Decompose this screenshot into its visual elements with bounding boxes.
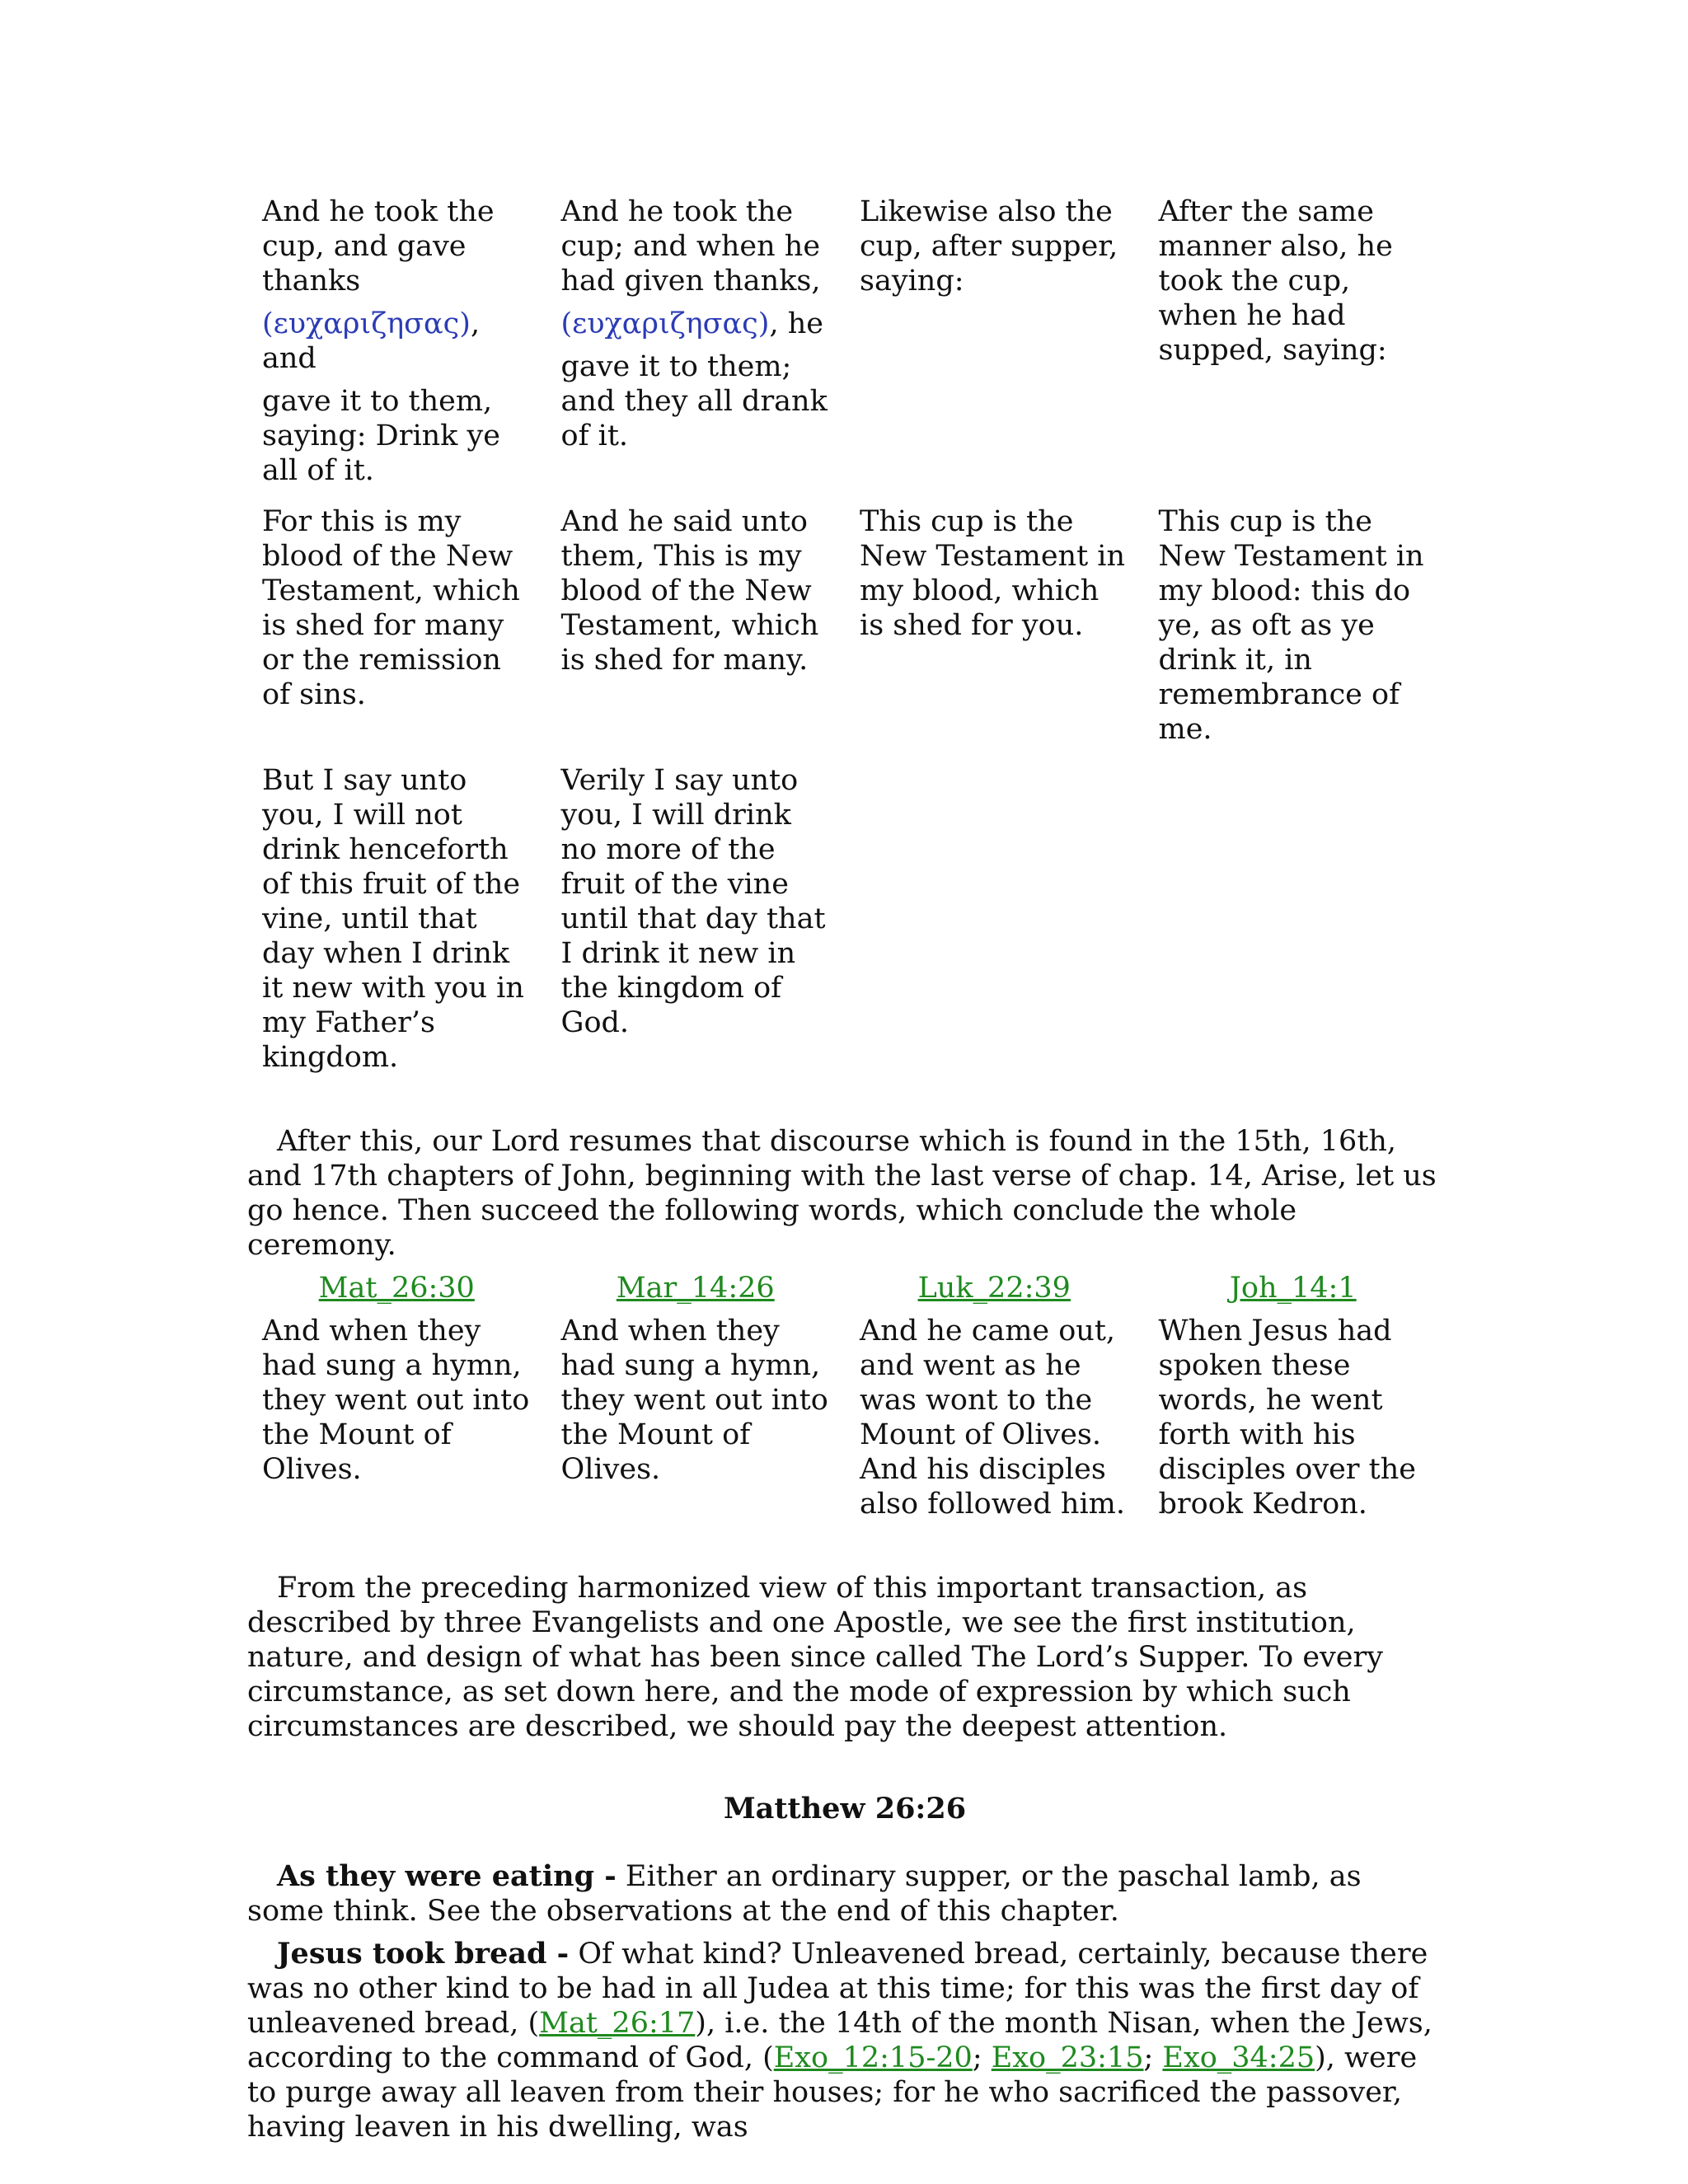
paragraph-jesus-took-bread <box>247 1937 1442 2144</box>
text: When Jesus had spoken these words, he went forth with his disciples over the brook Kedron. <box>1158 1315 1416 1521</box>
cell-matthew-vine <box>247 763 546 1083</box>
text: And he took the cup; and when he had given thanks, <box>560 195 821 298</box>
text: , he <box>769 307 823 340</box>
scripture-link[interactable]: Joh_14:1 <box>1229 1272 1357 1305</box>
cell-luke-hymn <box>845 1314 1144 1530</box>
cell-empty <box>1144 763 1443 1083</box>
scripture-link[interactable]: Mat_26:30 <box>318 1272 475 1305</box>
text: This cup is the New Testament in my blood: this do ye, as oft as ye drink it, in remembrance of me. <box>1158 505 1424 746</box>
text: , and <box>262 307 481 375</box>
text: ), were to purge away all leaven from their houses; for he who sacrificed the passover, having leaven in his dwelling, was <box>247 2041 1418 2144</box>
text: This cup is the New Testament in my blood, which is shed for you. <box>860 505 1126 642</box>
term: As they were eating - <box>277 1859 617 1893</box>
scripture-link[interactable]: Mar_14:26 <box>616 1272 775 1305</box>
text: ; <box>1143 2041 1163 2074</box>
scripture-link[interactable]: Exo_34:25 <box>1162 2041 1315 2074</box>
cell-john-hymn <box>1144 1314 1443 1530</box>
scripture-link[interactable]: Exo_23:15 <box>991 2041 1144 2074</box>
cell-matthew-cup <box>247 194 546 496</box>
cell-matthew-hymn <box>247 1314 546 1530</box>
cell-empty <box>845 763 1144 1083</box>
text: ; <box>972 2041 992 2074</box>
text: And he came out, and went as he was wont to the Mount of Olives. And his disciples also followed him. <box>860 1315 1125 1521</box>
cell-luke-blood <box>845 504 1144 755</box>
cell-corinthians-blood <box>1144 504 1443 755</box>
text: Either an ordinary supper, or the paschal lamb, as some think. See the observations at the end of this chapter. <box>247 1860 1362 1928</box>
text: And he took the cup, and gave thanks <box>262 195 495 298</box>
cell-corinthians-cup <box>1144 194 1443 496</box>
text: ), i.e. the 14th of the month Nisan, when the Jews, according to the command of God, ( <box>247 2007 1432 2074</box>
scripture-link[interactable]: Luk_22:39 <box>917 1272 1071 1305</box>
text: gave it to them, saying: Drink ye all of it. <box>262 385 501 487</box>
harmony-table-hymn <box>247 1271 1442 1538</box>
term: Jesus took bread - <box>277 1937 570 1971</box>
paragraph-harmonized-view: From the preceding harmonized view of this important transaction, as described by three Evangelists and one Apostle, we see the first institution, nature, and design of what has been since called The Lord’s Supper. To every circumstance, as set down here, and the mode of expression by which such circumstances are described, we should pay the deepest attention. <box>247 1572 1384 1743</box>
text: Of what kind? Unleavened bread, certainly, because there was no other kind to be had in all Judea at this time; for this was the first day of unleavened bread, ( <box>247 1938 1428 2040</box>
text: But I say unto you, I will not drink henceforth of this fruit of the vine, until that day when I drink it new with you in my Father’s kingdom. <box>262 764 524 1074</box>
cell-mark-vine <box>546 763 846 1083</box>
paragraph-as-they-were-eating <box>247 1859 1442 1929</box>
scripture-link[interactable]: Exo_12:15-20 <box>773 2041 973 2074</box>
cell-matthew-blood <box>247 504 546 755</box>
cell-mark-hymn <box>546 1314 846 1530</box>
paragraph-discourse: After this, our Lord resumes that discourse which is found in the 15th, 16th, and 17th chapters of John, beginning with the last verse of chap. 14, Arise, let us go hence. Then succeed the following words, which conclude the whole ceremony. <box>247 1125 1437 1262</box>
harmony-table-cup <box>247 194 1442 1091</box>
section-heading: Matthew 26:26 <box>723 1792 967 1825</box>
text: For this is my blood of the New Testament, which is shed for many or the remission of sins. <box>262 505 520 711</box>
text: And when they had sung a hymn, they went out into the Mount of Olives. <box>262 1315 530 1486</box>
document-page <box>247 194 1442 2153</box>
cell-mark-cup <box>546 194 846 496</box>
text: After the same manner also, he took the cup, when he had supped, saying: <box>1158 195 1393 367</box>
greek-word: (ευχαριζησας) <box>560 307 770 340</box>
scripture-link[interactable]: Mat_26:17 <box>539 2007 696 2040</box>
greek-word: (ευχαριζησας) <box>262 307 471 340</box>
cell-mark-blood <box>546 504 846 755</box>
text: Verily I say unto you, I will drink no more of the fruit of the vine until that day that I drink it new in the kingdom of God. <box>560 764 826 1039</box>
text: Likewise also the cup, after supper, saying: <box>860 195 1118 298</box>
cell-luke-cup <box>845 194 1144 496</box>
text: And when they had sung a hymn, they went out into the Mount of Olives. <box>560 1315 828 1486</box>
text: gave it to them; and they all drank of it. <box>560 350 828 452</box>
text: And he said unto them, This is my blood of the New Testament, which is shed for many. <box>560 505 819 677</box>
